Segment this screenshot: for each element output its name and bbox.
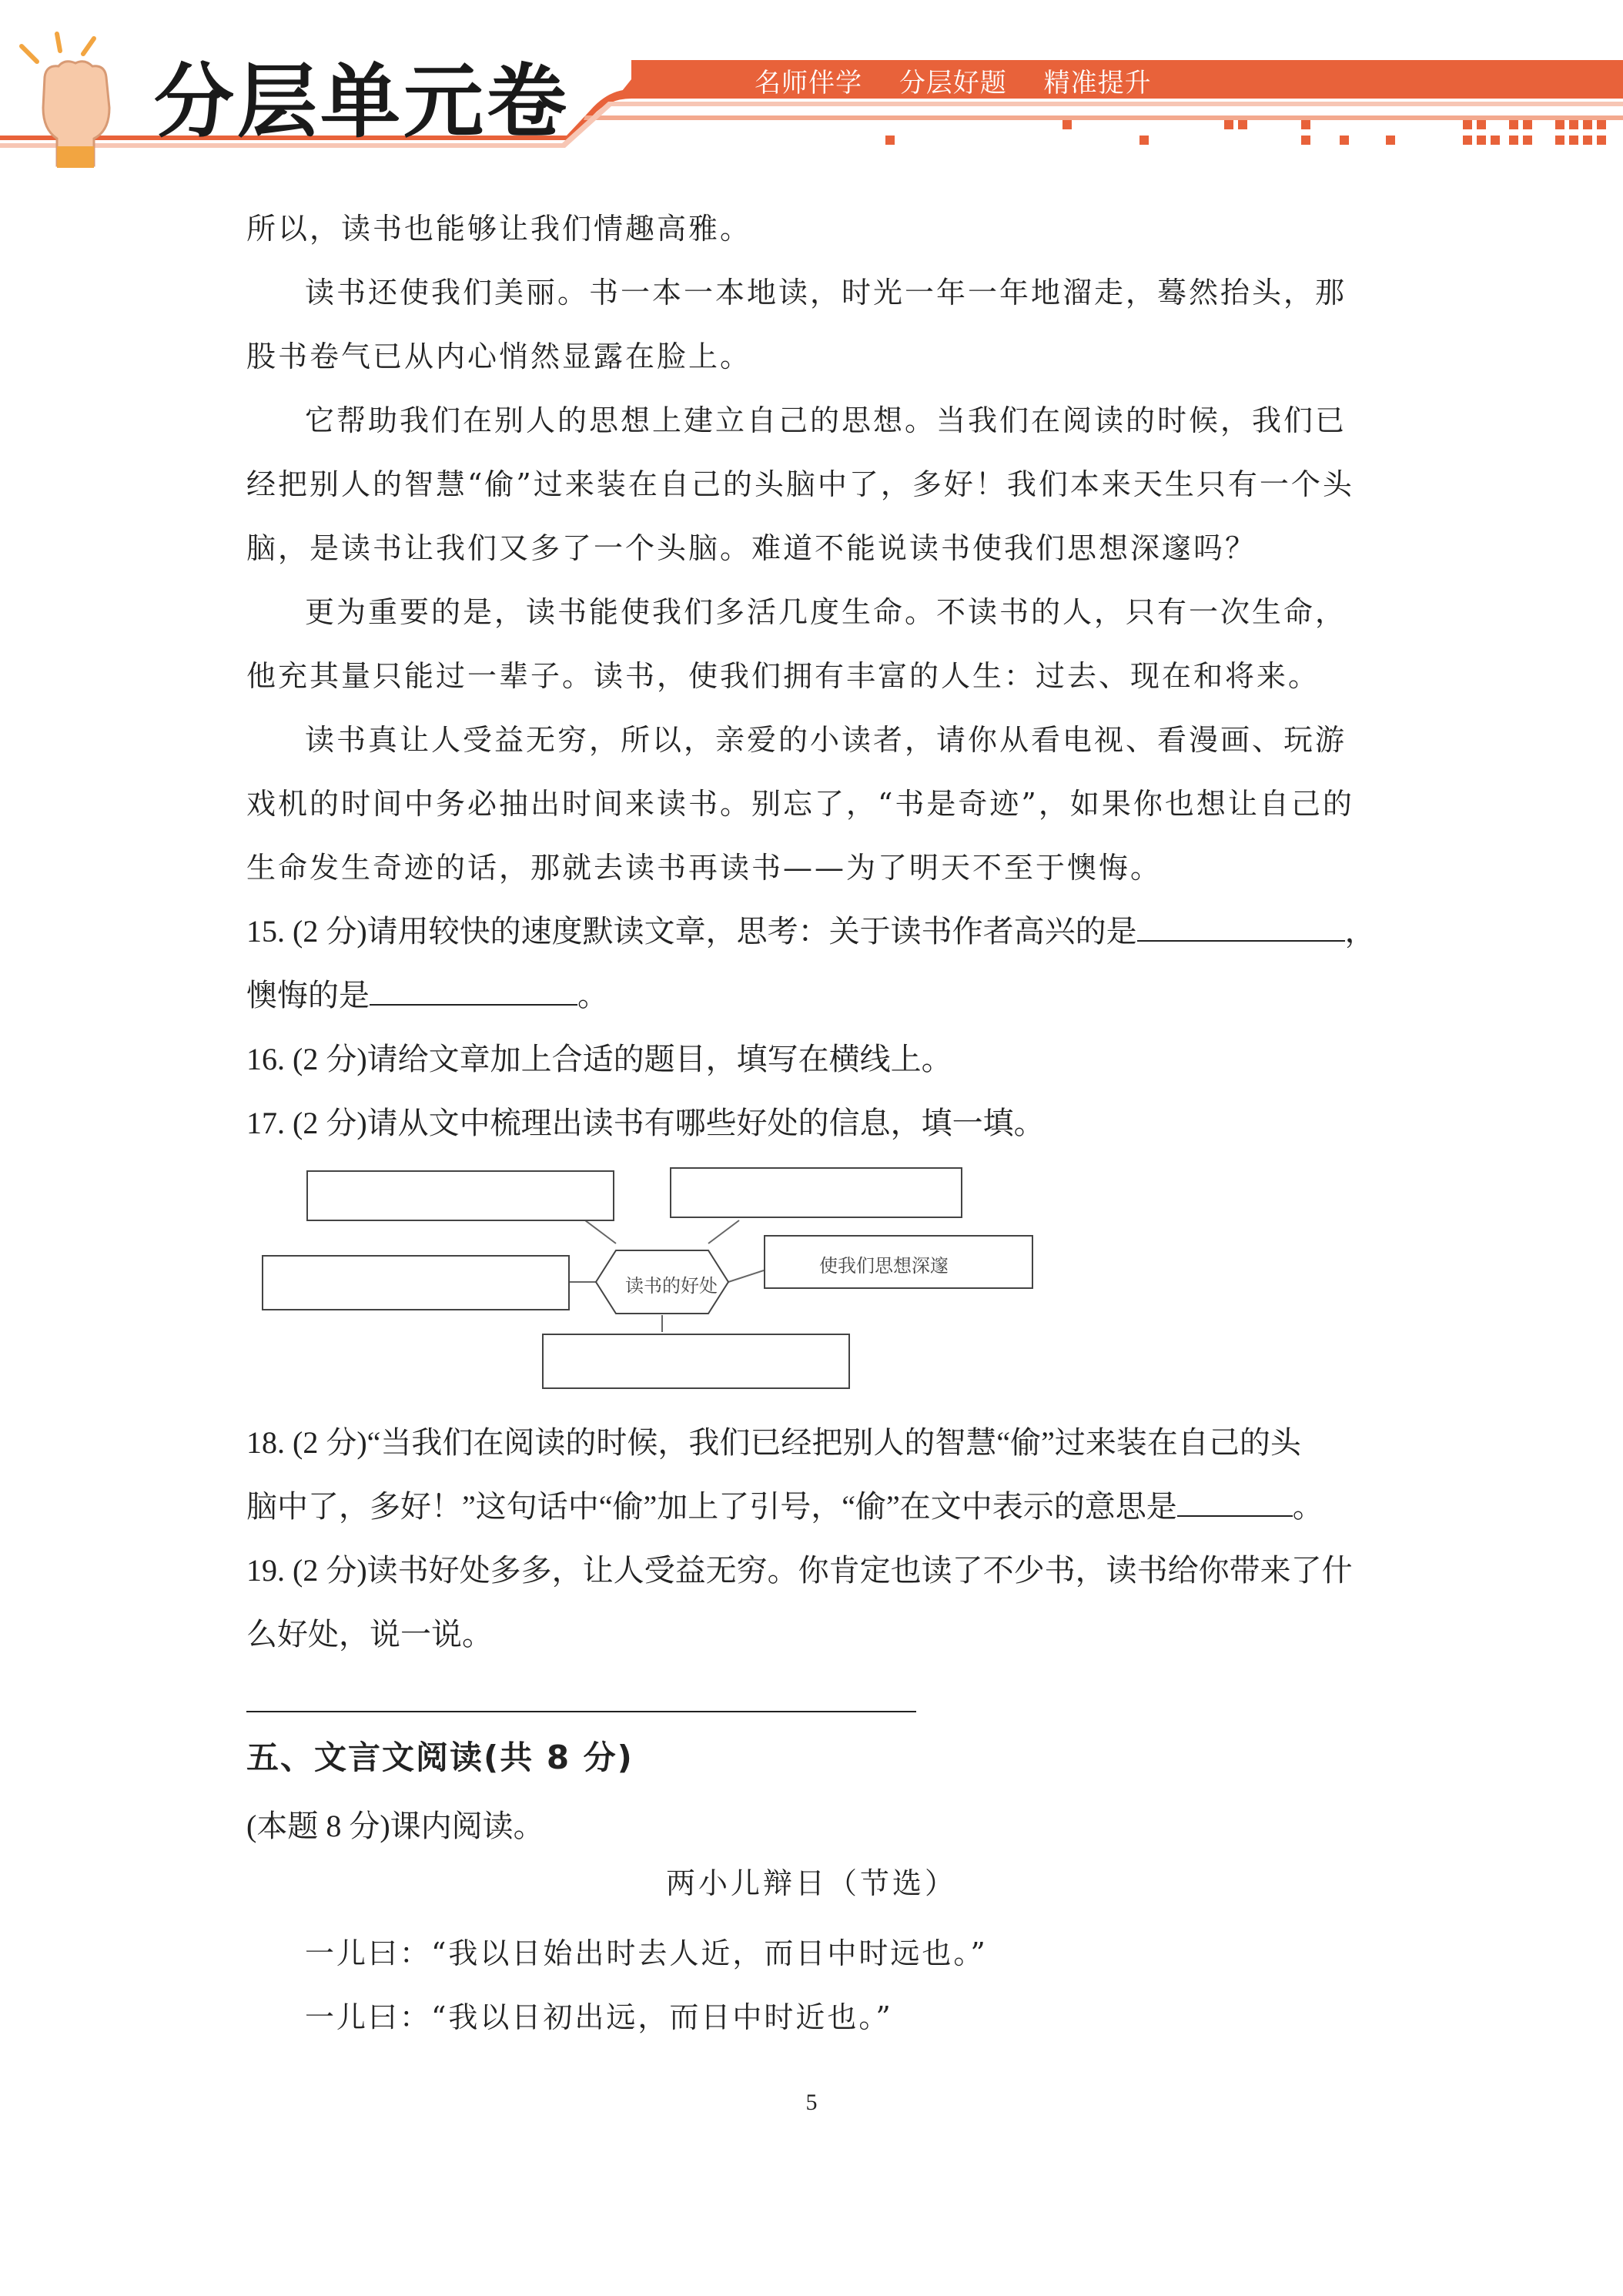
passage-paragraph-2: 读书还使我们美丽。书一本一本地读，时光一年一年地溜走，蓦然抬头，那股书卷气已从内心悄然显露在脸上。 <box>246 276 1347 373</box>
passage-paragraph-1: 所以，读书也能够让我们情趣高雅。 <box>246 212 752 246</box>
answer-box-top-right[interactable] <box>670 1167 962 1218</box>
page-header <box>0 0 1623 154</box>
question-17: 17. (2 分)请从文中梳理出读书有哪些好处的信息，填一填。 <box>246 1106 1045 1140</box>
page-number: 5 <box>805 2090 818 2115</box>
slogan-text <box>755 62 1180 99</box>
poem-title: 两小儿辩日（节选） <box>665 1866 957 1900</box>
slogan-1: 名师伴学 <box>755 68 862 99</box>
question-18-text-2: 脑中了，多好！”这句话中“偷”加上了引号，“偷”在文中表示的意思是 <box>246 1489 1177 1524</box>
passage-paragraph-3: 它帮助我们在别人的思想上建立自己的思想。当我们在阅读的时候，我们已经把别人的智慧“偷”过来装在自己的头脑中了，多好！我们本来天生只有一个头脑，是读书让我们又多了一个头脑。难道不能说读书使我们思想深邃吗？ <box>246 403 1354 565</box>
answer-blank-15b[interactable] <box>370 976 577 1006</box>
question-15-text: 15. (2 分)请用较快的速度默读文章，思考：关于读书作者高兴的是 <box>246 914 1137 949</box>
fist-hand-icon <box>14 31 145 169</box>
poem-line-2: 一儿曰：“我以日初出远，而日中时近也。” <box>305 2000 893 2034</box>
brand-title: 分层单元卷 <box>154 55 571 149</box>
question-15-comma: ， <box>1344 914 1376 949</box>
filled-box-right <box>764 1235 1033 1289</box>
poem-line-1: 一儿曰：“我以日始出时去人近，而日中时远也。” <box>305 1936 988 1970</box>
passage-paragraph-5: 读书真让人受益无穷，所以，亲爱的小读者，请你从看电视、看漫画、玩游戏机的时间中务必抽出时间来读书。别忘了，“书是奇迹”，如果你也想让自己的生命发生奇迹的话，那就去读书再读书——为了明天不至于懊悔。 <box>246 723 1354 885</box>
section-intro: (本题 8 分)课内阅读。 <box>246 1809 544 1843</box>
question-18 <box>246 1411 1401 1538</box>
answer-box-left[interactable] <box>262 1255 570 1310</box>
answer-box-bottom[interactable] <box>542 1334 850 1389</box>
center-label: 读书的好处 <box>625 1275 718 1297</box>
slogan-3: 精准提升 <box>1043 68 1152 99</box>
question-15-text-2: 懊悔的是 <box>246 978 370 1012</box>
answer-line-19[interactable] <box>246 1711 916 1712</box>
answer-blank-18[interactable] <box>1177 1488 1293 1517</box>
benefits-diagram <box>254 1155 1047 1409</box>
question-19: 19. (2 分)读书好处多多，让人受益无穷。你肯定也读了不少书，读书给你带来了什么好处，说一说。 <box>246 1553 1353 1652</box>
decorative-squares <box>885 120 1606 145</box>
passage-paragraph-4: 更为重要的是，读书能使我们多活几度生命。不读书的人，只有一次生命，他充其量只能过一辈子。读书，使我们拥有丰富的人生：过去、现在和将来。 <box>246 595 1347 693</box>
question-16: 16. (2 分)请给文章加上合适的题目，填写在横线上。 <box>246 1042 952 1076</box>
answer-box-top-left[interactable] <box>306 1170 614 1221</box>
question-15-period: 。 <box>577 978 608 1012</box>
slogan-2: 分层好题 <box>899 68 1007 99</box>
section-heading: 五、文言文阅读(共 8 分) <box>246 1739 634 1776</box>
answer-blank-15a[interactable] <box>1137 912 1345 942</box>
question-15 <box>246 899 1401 1027</box>
question-18-text: 18. (2 分)“当我们在阅读的时候，我们已经把别人的智慧“偷”过来装在自己的头 <box>246 1425 1301 1460</box>
question-18-period: 。 <box>1292 1489 1323 1524</box>
filled-box-text: 使我们思想深邃 <box>819 1255 949 1277</box>
